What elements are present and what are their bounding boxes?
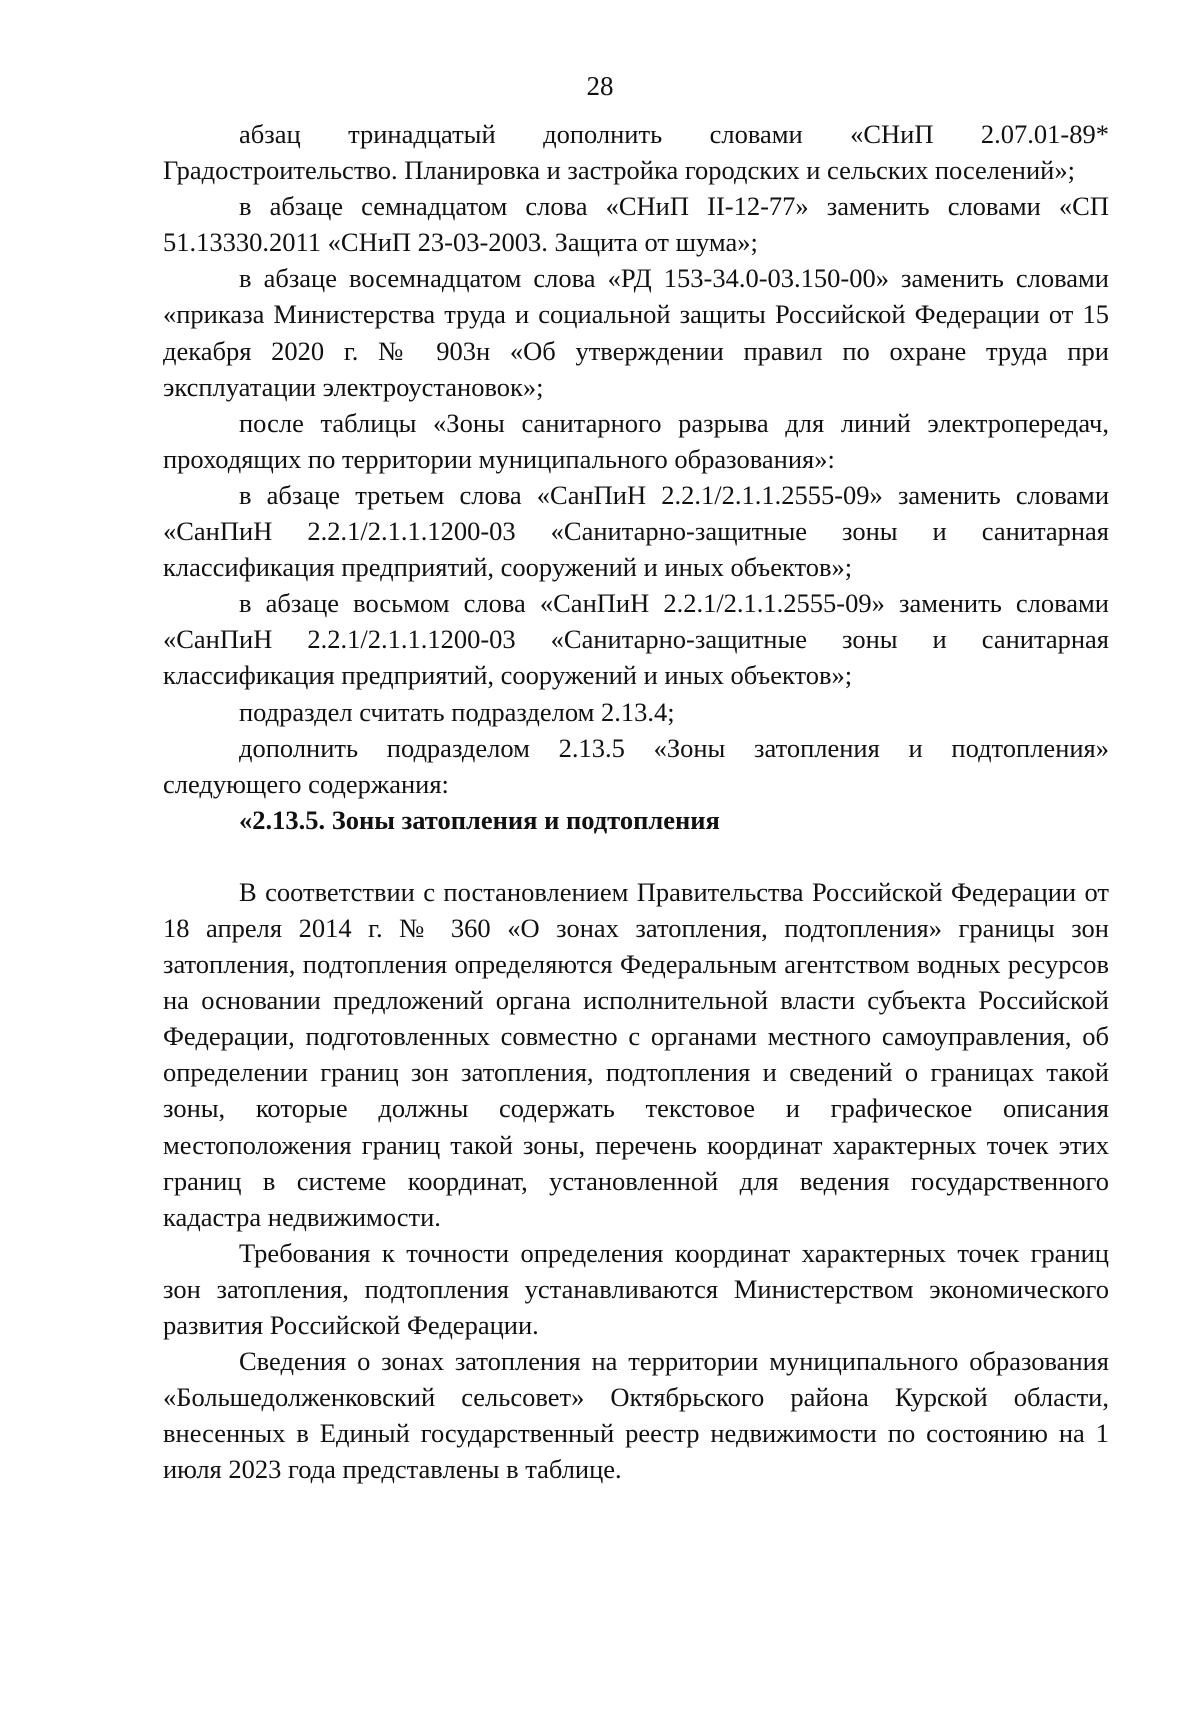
paragraph: Сведения о зонах затопления на территории муниципального образования «Большедолженковский сельсовет» Октябрьского района Курской области, внесенных в Единый государственный реестр недвижимости по состоянию на 1 июля 2023 года представлены в таблице. [163, 1346, 1109, 1485]
spacer [163, 838, 1109, 874]
paragraph: в абзаце восемнадцатом слова «РД 153-34.0-03.150-00» заменить словами «приказа Министерства труда и социальной защиты Российской Федерации от 15 декабря 2020 г. № 903н «Об утверждении правил по охране труда при эксплуатации электроустановок»; [163, 263, 1109, 402]
paragraph: в абзаце третьем слова «СанПиН 2.2.1/2.1.1.2555-09» заменить словами «СанПиН 2.2.1/2.1.1.1200-03 «Санитарно-защитные зоны и санитарная классификация предприятий, сооружений и иных объектов»; [163, 479, 1109, 583]
document-body [163, 116, 1109, 1487]
paragraph: подраздел считать подразделом 2.13.4; [239, 696, 675, 727]
paragraph: абзац тринадцатый дополнить словами «СНиП 2.07.01-89* Градостроительство. Планировка и застройка городских и сельских поселений»; [163, 119, 1109, 186]
paragraph: Требования к точности определения координат характерных точек границ зон затопления, подтопления устанавливаются Министерством экономического развития Российской Федерации. [163, 1237, 1109, 1340]
paragraph: в абзаце семнадцатом слова «СНиП II-12-77» заменить словами «СП 51.13330.2011 «СНиП 23-03-2003. Защита от шума»; [163, 191, 1109, 258]
paragraph: в абзаце восьмом слова «СанПиН 2.2.1/2.1.1.2555-09» заменить словами «СанПиН 2.2.1/2.1.1.1200-03 «Санитарно-защитные зоны и санитарная классификация предприятий, сооружений и иных объектов»; [163, 588, 1109, 691]
paragraph: дополнить подразделом 2.13.5 «Зоны затопления и подтопления» следующего содержания: [163, 732, 1109, 799]
paragraph: после таблицы «Зоны санитарного разрыва для линий электропередач, проходящих по территории муниципального образования»: [163, 407, 1109, 474]
section-heading: «2.13.5. Зоны затопления и подтопления [239, 804, 720, 835]
page-number: 28 [586, 71, 614, 101]
paragraph: В соответствии с постановлением Правительства Российской Федерации от 18 апреля 2014 г. № 360 «О зонах затопления, подтопления» границы зон затопления, подтопления определяются Федеральным агентством водных ресурсов на основании предложений органа исполнительной власти субъекта Российской Федерации, подготовленных совместно с органами местного самоуправления, об определении границ зон затопления, подтопления и сведений о границах такой зоны, которые должны содержать текстовое и графическое описания местоположения границ такой зоны, перечень координат характерных точек этих границ в системе координат, установленной для ведения государственного кадастра недвижимости. [163, 876, 1109, 1232]
